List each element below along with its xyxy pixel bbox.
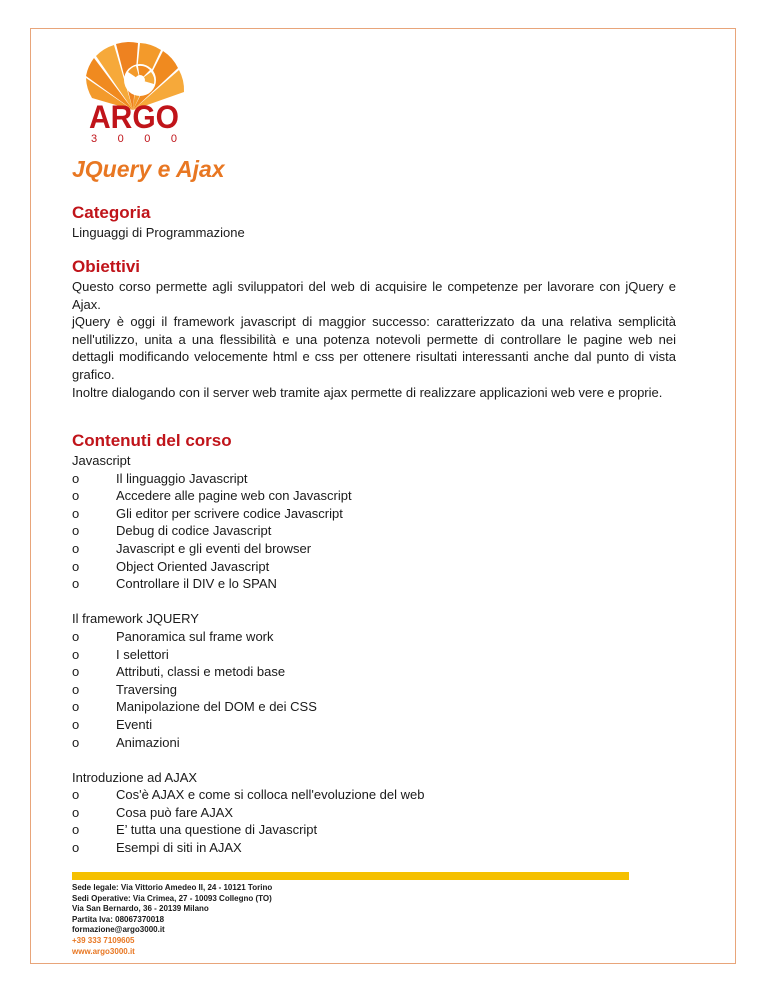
list-item-text: Accedere alle pagine web con Javascript [116,488,352,504]
contenuti-section [72,430,676,857]
logo-name: ARGO [89,99,179,135]
content-block-jquery [72,610,676,751]
argo-logo [66,40,200,144]
list-item [72,681,676,699]
bullet: o [72,488,80,504]
obiettivi-paragraph: Inoltre dialogando con il server web tramite ajax permette di realizzare applicazioni web vere e proprie. [72,384,663,400]
list-item [72,786,676,804]
footer-vat: Partita Iva: 08067370018 [72,914,165,924]
bullet: o [72,804,80,820]
list-item-text: Object Oriented Javascript [116,558,270,574]
topic-list [72,628,676,751]
bullet: o [72,523,80,539]
footer-email: formazione@argo3000.it [72,925,165,935]
bullet: o [72,646,80,662]
bullet: o [72,664,80,680]
list-item [72,698,676,716]
footer-phone: +39 333 7109605 [72,935,135,945]
list-item-text: Attributi, classi e metodi base [116,664,286,680]
list-item [72,558,676,576]
footer-divider [72,872,629,880]
obiettivi-section [72,256,676,401]
list-item-text: I selettori [116,646,169,662]
list-item-text: Javascript e gli eventi del browser [116,540,312,556]
list-item-text: Il linguaggio Javascript [116,470,248,486]
list-item-text: Animazioni [116,734,180,750]
list-item [72,540,676,558]
topic-list [72,470,676,593]
list-item [72,505,676,523]
list-item [72,470,676,488]
list-item-text: Cos'è AJAX e come si colloca nell'evoluzione del web [116,787,425,803]
list-item [72,839,676,857]
obiettivi-heading: Obiettivi [72,257,141,276]
list-item [72,663,676,681]
list-item-text: Controllare il DIV e lo SPAN [116,576,277,592]
bullet: o [72,470,80,486]
footer-milan-address: Via San Bernardo, 36 - 20139 Milano [72,904,209,914]
list-item [72,821,676,839]
categoria-text: Linguaggi di Programmazione [72,225,245,240]
bullet: o [72,540,80,556]
contenuti-heading: Contenuti del corso [72,431,232,450]
block-title: Introduzione ad AJAX [72,769,198,785]
bullet: o [72,840,80,856]
bullet: o [72,576,80,592]
bullet: o [72,716,80,732]
list-item-text: Panoramica sul frame work [116,628,274,644]
list-item-text: Esempi di siti in AJAX [116,840,242,856]
block-title: Javascript [72,453,131,468]
document-title: JQuery e Ajax [72,156,225,182]
logo-subtitle: 3 0 0 0 [91,133,177,144]
list-item-text: Debug di codice Javascript [116,523,272,539]
bullet: o [72,558,80,574]
bullet: o [72,681,80,697]
content-block-javascript [72,452,676,593]
footer-legal-address: Sede legale: Via Vittorio Amedeo II, 24 - 10121 Torino [72,883,273,892]
list-item [72,522,676,540]
list-item [72,734,676,752]
topic-list [72,786,676,856]
bullet: o [72,787,80,803]
obiettivi-paragraph: jQuery è oggi il framework javascript di maggior successo: caratterizzato da una relativa semplicità nell'utilizzo, unita a una flessibilità e una potenza notevoli permette di controllare le pagine web nei dettagli modificando velocemente html e css per ottenere risultati interessanti anche dal punto di vista grafico. [72,314,676,382]
list-item-text: Gli editor per scrivere codice Javascript [116,505,343,521]
content-block-ajax [72,769,676,857]
list-item [72,716,676,734]
categoria-heading: Categoria [72,203,151,222]
bullet: o [72,699,80,715]
list-item [72,628,676,646]
list-item-text: Manipolazione del DOM e dei CSS [116,699,317,715]
list-item [72,575,676,593]
list-item-text: Eventi [116,716,153,732]
categoria-section [72,202,676,242]
list-item [72,646,676,664]
obiettivi-paragraph: Questo corso permette agli sviluppatori del web di acquisire le competenze per lavorare con jQuery e Ajax. [72,279,676,312]
footer-website-link[interactable]: www.argo3000.it [72,946,135,956]
list-item-text: E’ tutta una questione di Javascript [116,822,318,838]
bullet: o [72,822,80,838]
list-item-text: Traversing [116,681,177,697]
list-item [72,487,676,505]
bullet: o [72,505,80,521]
bullet: o [72,628,80,644]
list-item [72,804,676,822]
bullet: o [72,734,80,750]
footer [72,883,272,957]
footer-operative-address: Sedi Operative: Via Crimea, 27 - 10093 Collegno (TO) [72,893,272,903]
block-title: Il framework JQUERY [72,611,199,627]
list-item-text: Cosa può fare AJAX [116,804,234,820]
